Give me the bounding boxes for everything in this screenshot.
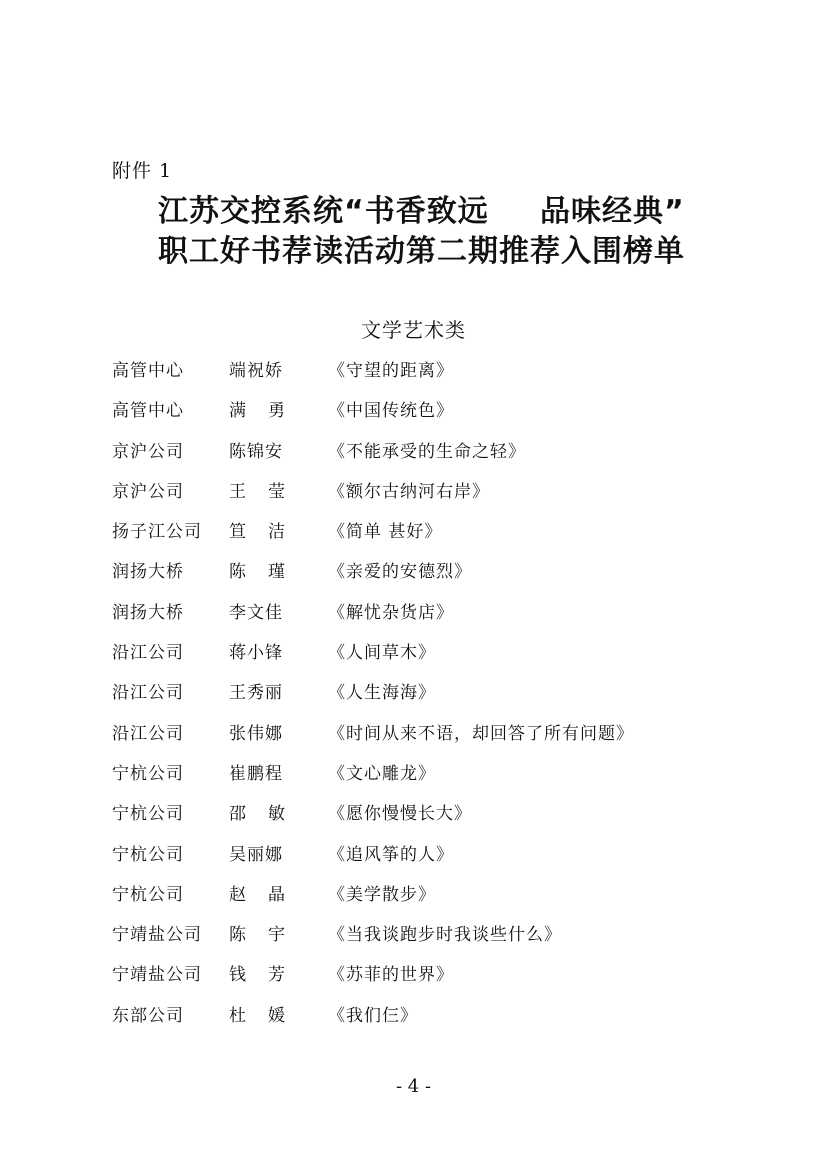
book-title: 《简单 甚好》 <box>328 522 443 543</box>
unit-name: 京沪公司 <box>112 441 184 462</box>
person-name: 邵敏 <box>229 804 307 825</box>
list-item <box>112 513 762 553</box>
person-name: 钱芳 <box>229 965 307 986</box>
book-title: 《追风筝的人》 <box>328 844 454 865</box>
list-item <box>112 956 762 996</box>
book-title: 《不能承受的生命之轻》 <box>328 441 526 462</box>
person-name: 笪洁 <box>229 522 307 543</box>
unit-name: 东部公司 <box>112 1005 184 1026</box>
person-name: 陈宇 <box>229 925 307 946</box>
book-title: 《我们仨》 <box>328 1005 418 1026</box>
person-name: 赵晶 <box>229 884 307 905</box>
attachment-label: 附件 1 <box>112 160 173 182</box>
list-item <box>112 634 762 674</box>
person-name: 李文佳 <box>229 602 283 623</box>
document-title-line1-part2: 品味经典” <box>540 194 685 229</box>
person-name: 满勇 <box>229 401 307 422</box>
person-name: 张伟娜 <box>229 723 283 744</box>
unit-name: 高管中心 <box>112 361 184 381</box>
page-number: - 4 - <box>395 1076 432 1097</box>
list-item <box>112 876 762 916</box>
person-name: 王秀丽 <box>229 683 283 704</box>
person-name: 吴丽娜 <box>229 844 283 865</box>
recommendation-list <box>112 352 762 1037</box>
book-title: 《当我谈跑步时我谈些什么》 <box>328 925 562 946</box>
list-item <box>112 473 762 513</box>
book-title: 《守望的距离》 <box>328 361 454 381</box>
list-item <box>112 997 762 1037</box>
unit-name: 沿江公司 <box>112 723 184 744</box>
person-name: 王莹 <box>229 481 307 502</box>
list-item <box>112 553 762 593</box>
document-title-line1-part1: 江苏交控系统“书香致远 <box>158 194 489 229</box>
list-item <box>112 392 762 432</box>
book-title: 《文心雕龙》 <box>328 763 436 784</box>
unit-name: 宁杭公司 <box>112 884 184 905</box>
unit-name: 京沪公司 <box>112 481 184 502</box>
book-title: 《解忧杂货店》 <box>328 602 454 623</box>
unit-name: 高管中心 <box>112 401 184 422</box>
book-title: 《中国传统色》 <box>328 401 454 422</box>
unit-name: 宁靖盐公司 <box>112 925 202 946</box>
book-title: 《亲爱的安德烈》 <box>328 562 472 583</box>
list-item <box>112 674 762 714</box>
person-name: 端祝娇 <box>229 361 283 381</box>
unit-name: 宁杭公司 <box>112 763 184 784</box>
list-item <box>112 594 762 634</box>
person-name: 陈瑾 <box>229 562 307 583</box>
unit-name: 宁杭公司 <box>112 844 184 865</box>
book-title: 《额尔古纳河右岸》 <box>328 481 490 502</box>
person-name: 陈锦安 <box>229 441 283 462</box>
list-item <box>112 433 762 473</box>
unit-name: 扬子江公司 <box>112 522 202 543</box>
unit-name: 润扬大桥 <box>112 602 184 623</box>
list-item <box>112 836 762 876</box>
person-name: 蒋小锋 <box>229 643 283 664</box>
list-item <box>112 352 762 392</box>
unit-name: 沿江公司 <box>112 683 184 704</box>
book-title: 《苏菲的世界》 <box>328 965 454 986</box>
book-title: 《人间草木》 <box>328 643 436 664</box>
unit-name: 宁杭公司 <box>112 804 184 825</box>
unit-name: 润扬大桥 <box>112 562 184 583</box>
person-name: 崔鹏程 <box>229 763 283 784</box>
book-title: 《人生海海》 <box>328 683 436 704</box>
unit-name: 沿江公司 <box>112 643 184 664</box>
person-name: 杜媛 <box>229 1005 307 1026</box>
unit-name: 宁靖盐公司 <box>112 965 202 986</box>
category-heading: 文学艺术类 <box>361 318 466 342</box>
list-item <box>112 916 762 956</box>
list-item <box>112 795 762 835</box>
document-title-line2: 职工好书荐读活动第二期推荐入围榜单 <box>158 234 685 269</box>
book-title: 《愿你慢慢长大》 <box>328 804 472 825</box>
list-item <box>112 715 762 755</box>
book-title: 《美学散步》 <box>328 884 436 905</box>
book-title: 《时间从来不语，却回答了所有问题》 <box>328 723 634 744</box>
list-item <box>112 755 762 795</box>
